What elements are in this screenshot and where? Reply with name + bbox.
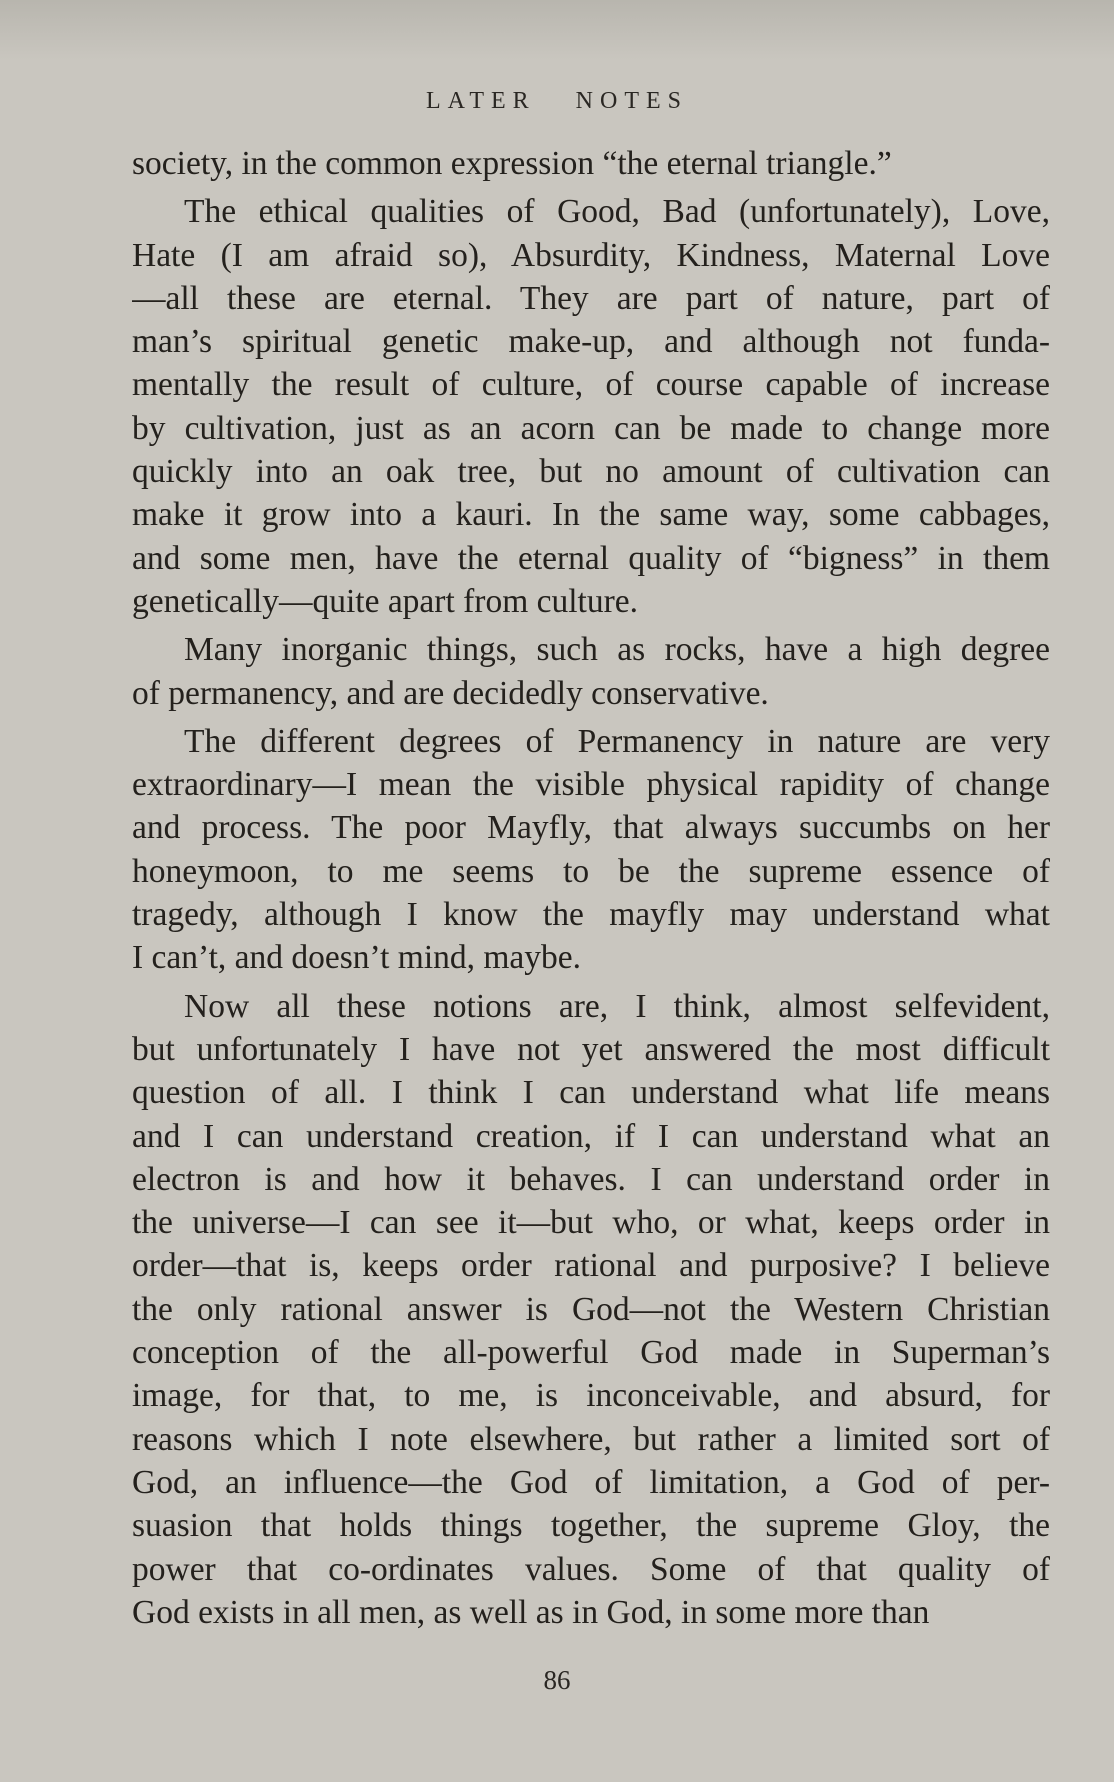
text-line: society, in the common expression “the eternal triangle.” xyxy=(132,145,892,182)
text-line: order—that is, keeps order rational and purposive? I believe xyxy=(132,1247,1050,1285)
text-line: of permanency, and are decidedly conservative. xyxy=(132,674,769,712)
text-line: electron is and how it behaves. I can understand order in xyxy=(132,1160,1050,1198)
text-line: make it grow into a kauri. In the same way, some cabbages, xyxy=(132,496,1050,534)
paragraph xyxy=(132,628,1050,715)
page-number: 86 xyxy=(543,1665,571,1695)
text-line: reasons which I note elsewhere, but rather a limited sort of xyxy=(132,1420,1050,1458)
text-line: power that co-ordinates values. Some of that quality of xyxy=(132,1550,1050,1588)
text-line: man’s spiritual genetic make-up, and although not funda- xyxy=(132,323,1050,361)
text-line: Now all these notions are, I think, almost selfevident, xyxy=(184,987,1050,1025)
running-head xyxy=(0,88,1114,115)
paragraph xyxy=(132,142,1050,185)
running-head-right: NOTES xyxy=(575,88,688,114)
text-line: extraordinary—I mean the visible physical rapidity of change xyxy=(132,766,1050,804)
text-line: and I can understand creation, if I can understand what an xyxy=(132,1117,1050,1155)
text-line: Many inorganic things, such as rocks, have a high degree xyxy=(184,631,1050,669)
text-line: The different degrees of Permanency in nature are very xyxy=(184,722,1050,760)
text-line: suasion that holds things together, the supreme Gloy, the xyxy=(132,1507,1050,1545)
paragraph xyxy=(132,720,1050,980)
text-line: and some men, have the eternal quality of “bigness” in them xyxy=(132,539,1050,577)
paragraph xyxy=(132,190,1050,623)
text-line: Hate (I am afraid so), Absurdity, Kindness, Maternal Love xyxy=(132,236,1050,274)
text-line: by cultivation, just as an acorn can be made to change more xyxy=(132,409,1050,447)
text-line: but unfortunately I have not yet answered the most difficult xyxy=(132,1030,1050,1068)
text-line: honeymoon, to me seems to be the supreme essence of xyxy=(132,852,1050,890)
paragraph xyxy=(132,985,1050,1634)
text-line: I can’t, and doesn’t mind, maybe. xyxy=(132,939,582,977)
text-line: God exists in all men, as well as in God, in some more than xyxy=(132,1593,930,1631)
text-line: the universe—I can see it—but who, or what, keeps order in xyxy=(132,1204,1050,1242)
text-line: the only rational answer is God—not the Western Christian xyxy=(132,1290,1050,1328)
text-line: genetically—quite apart from culture. xyxy=(132,582,639,620)
body-text xyxy=(132,142,1050,1634)
text-line: tragedy, although I know the mayfly may understand what xyxy=(132,896,1050,934)
text-line: —all these are eternal. They are part of nature, part of xyxy=(132,279,1050,317)
text-line: and process. The poor Mayfly, that always succumbs on her xyxy=(132,809,1050,847)
text-line: The ethical qualities of Good, Bad (unfortunately), Love, xyxy=(184,193,1050,231)
text-line: quickly into an oak tree, but no amount of cultivation can xyxy=(132,453,1050,491)
text-line: conception of the all-powerful God made in Superman’s xyxy=(132,1334,1050,1372)
text-line: question of all. I think I can understand what life means xyxy=(132,1074,1050,1112)
running-head-left: LATER xyxy=(425,88,536,114)
text-line: image, for that, to me, is inconceivable, and absurd, for xyxy=(132,1377,1050,1415)
text-line: mentally the result of culture, of course capable of increase xyxy=(132,366,1050,404)
text-line: God, an influence—the God of limitation, a God of per- xyxy=(132,1463,1050,1501)
